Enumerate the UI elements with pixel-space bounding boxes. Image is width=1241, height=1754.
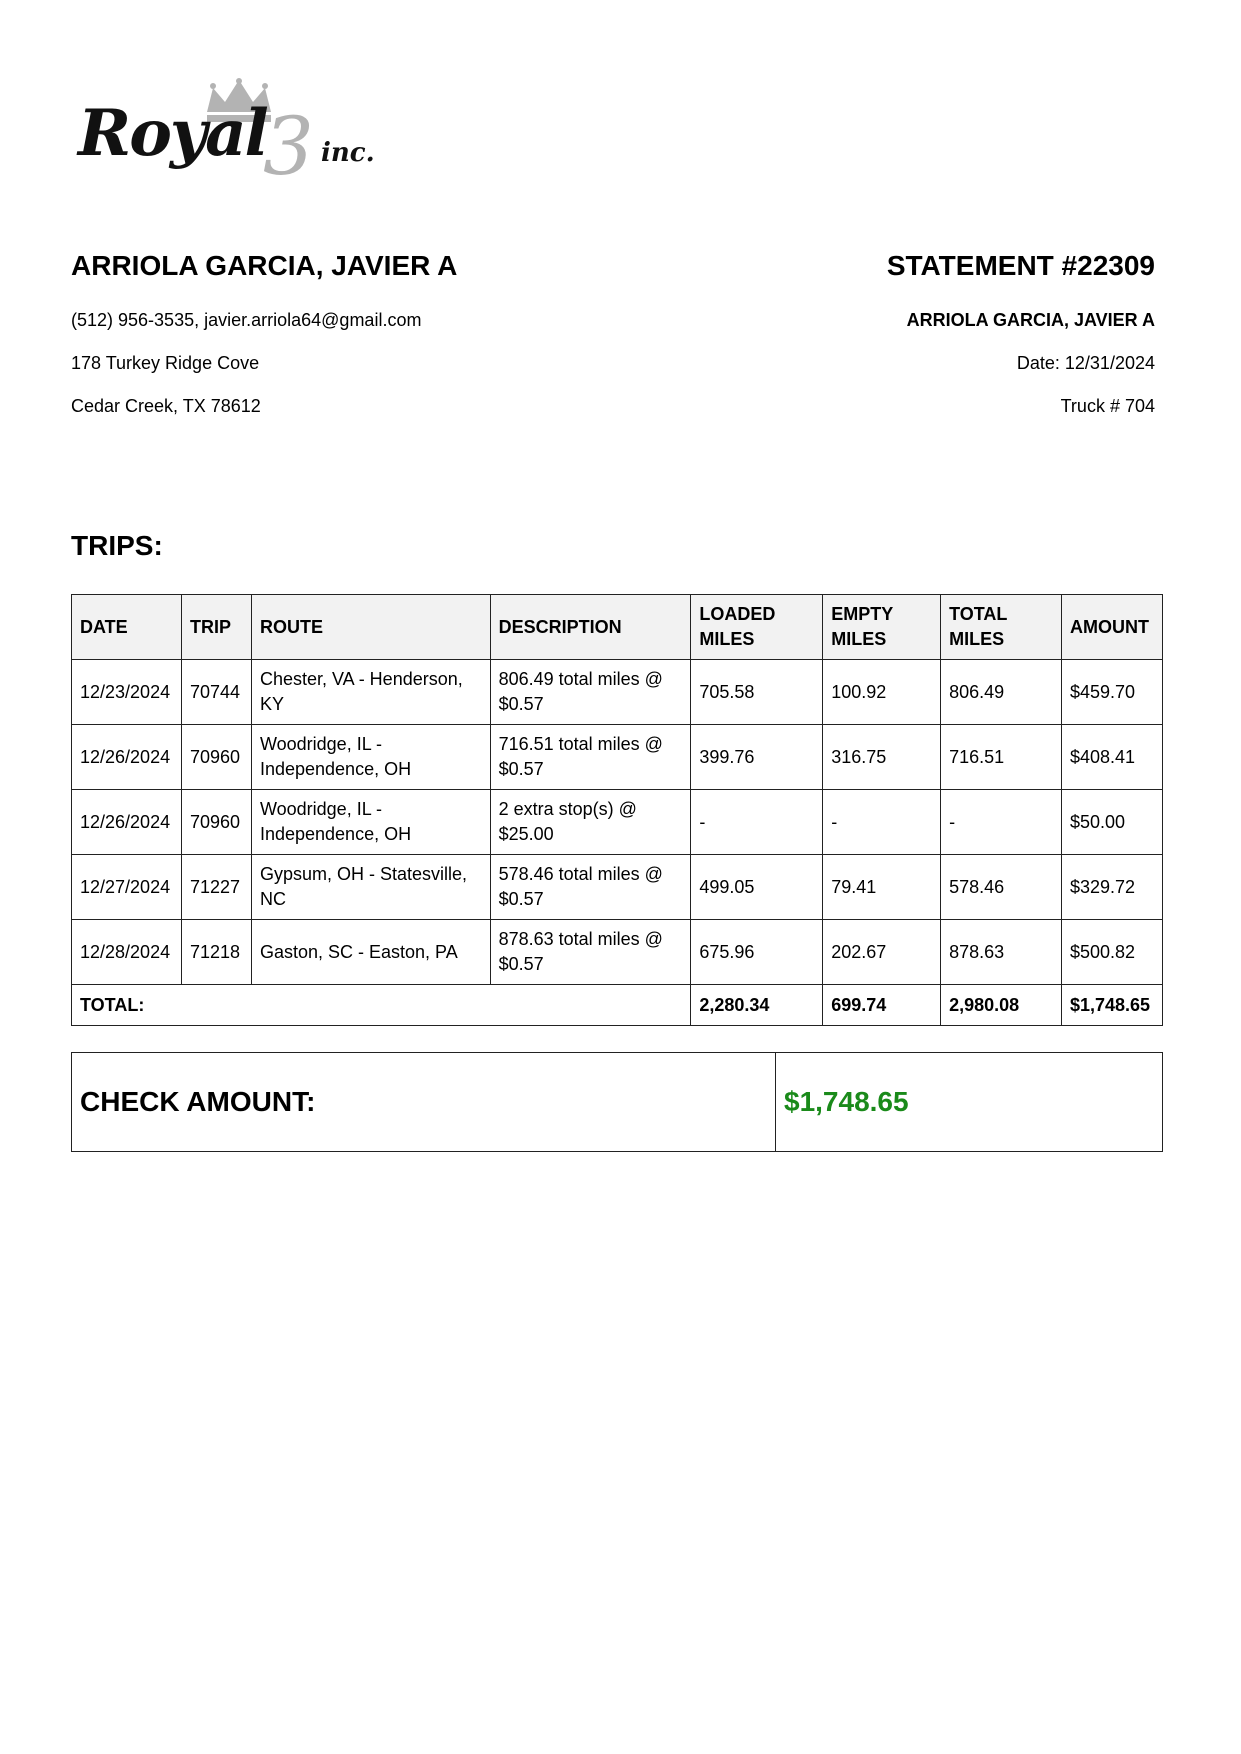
column-header: EMPTY MILES <box>823 595 941 660</box>
column-header: ROUTE <box>251 595 490 660</box>
trip-number: 70960 <box>181 725 251 790</box>
trip-total-miles: - <box>941 790 1062 855</box>
trip-total-miles: 878.63 <box>941 920 1062 985</box>
column-header: AMOUNT <box>1061 595 1162 660</box>
trips-heading: TRIPS: <box>71 530 163 561</box>
column-header: DATE <box>72 595 182 660</box>
trip-loaded-miles: - <box>691 790 823 855</box>
trip-description: 716.51 total miles @ $0.57 <box>490 725 691 790</box>
totals-row <box>72 985 1163 1026</box>
trip-empty-miles: 79.41 <box>823 855 941 920</box>
trip-total-miles: 716.51 <box>941 725 1062 790</box>
check-amount-box <box>71 1052 1163 1152</box>
trip-route: Woodridge, IL - Independence, OH <box>251 790 490 855</box>
totals-spacer <box>490 985 691 1026</box>
trip-date: 12/27/2024 <box>72 855 182 920</box>
trip-loaded-miles: 499.05 <box>691 855 823 920</box>
company-logo <box>78 78 378 193</box>
column-header: LOADED MILES <box>691 595 823 660</box>
trip-loaded-miles: 399.76 <box>691 725 823 790</box>
logo-suffix: inc. <box>321 138 375 168</box>
statement-date: Date: 12/31/2024 <box>1016 353 1155 373</box>
trip-loaded-miles: 705.58 <box>691 660 823 725</box>
trip-empty-miles: 100.92 <box>823 660 941 725</box>
truck-number: Truck # 704 <box>1060 396 1155 416</box>
trip-amount: $329.72 <box>1061 855 1162 920</box>
trip-empty-miles: 316.75 <box>823 725 941 790</box>
logo-wordmark: Royal <box>78 96 267 171</box>
trip-date: 12/26/2024 <box>72 790 182 855</box>
trip-route: Gypsum, OH - Statesville, NC <box>251 855 490 920</box>
trip-date: 12/28/2024 <box>72 920 182 985</box>
trip-empty-miles: 202.67 <box>823 920 941 985</box>
trip-total-miles: 578.46 <box>941 855 1062 920</box>
trip-amount: $500.82 <box>1061 920 1162 985</box>
trip-date: 12/23/2024 <box>72 660 182 725</box>
table-row <box>72 725 1163 790</box>
trip-description: 806.49 total miles @ $0.57 <box>490 660 691 725</box>
trip-route: Woodridge, IL - Independence, OH <box>251 725 490 790</box>
column-header: TRIP <box>181 595 251 660</box>
logo-numeral: 3 <box>263 100 314 193</box>
totals-label: TOTAL: <box>72 985 491 1026</box>
total-amount: $1,748.65 <box>1061 985 1162 1026</box>
column-header: TOTAL MILES <box>941 595 1062 660</box>
table-header-row <box>72 595 1163 660</box>
table-row <box>72 920 1163 985</box>
table-row <box>72 790 1163 855</box>
check-amount-value: $1,748.65 <box>776 1053 1163 1152</box>
trip-number: 71218 <box>181 920 251 985</box>
check-amount-label: CHECK AMOUNT: <box>72 1053 776 1152</box>
trip-loaded-miles: 675.96 <box>691 920 823 985</box>
trip-description: 2 extra stop(s) @ $25.00 <box>490 790 691 855</box>
statement-title: STATEMENT #22309 <box>886 250 1155 281</box>
total-total-miles: 2,980.08 <box>941 985 1062 1026</box>
trip-empty-miles: - <box>823 790 941 855</box>
trip-number: 71227 <box>181 855 251 920</box>
trips-table <box>71 594 1163 1026</box>
trip-number: 70744 <box>181 660 251 725</box>
trip-amount: $50.00 <box>1061 790 1162 855</box>
driver-contact: (512) 956-3535, javier.arriola64@gmail.com <box>71 310 422 330</box>
trip-amount: $408.41 <box>1061 725 1162 790</box>
trip-description: 878.63 total miles @ $0.57 <box>490 920 691 985</box>
table-row <box>72 855 1163 920</box>
trip-description: 578.46 total miles @ $0.57 <box>490 855 691 920</box>
statement-name: ARRIOLA GARCIA, JAVIER A <box>906 310 1155 330</box>
total-loaded-miles: 2,280.34 <box>691 985 823 1026</box>
driver-city: Cedar Creek, TX 78612 <box>71 396 261 416</box>
trip-date: 12/26/2024 <box>72 725 182 790</box>
total-empty-miles: 699.74 <box>823 985 941 1026</box>
trip-route: Chester, VA - Henderson, KY <box>251 660 490 725</box>
driver-name-heading: ARRIOLA GARCIA, JAVIER A <box>71 250 458 281</box>
column-header: DESCRIPTION <box>490 595 691 660</box>
trip-route: Gaston, SC - Easton, PA <box>251 920 490 985</box>
trip-total-miles: 806.49 <box>941 660 1062 725</box>
table-row <box>72 660 1163 725</box>
trip-amount: $459.70 <box>1061 660 1162 725</box>
trip-number: 70960 <box>181 790 251 855</box>
driver-street: 178 Turkey Ridge Cove <box>71 353 260 373</box>
